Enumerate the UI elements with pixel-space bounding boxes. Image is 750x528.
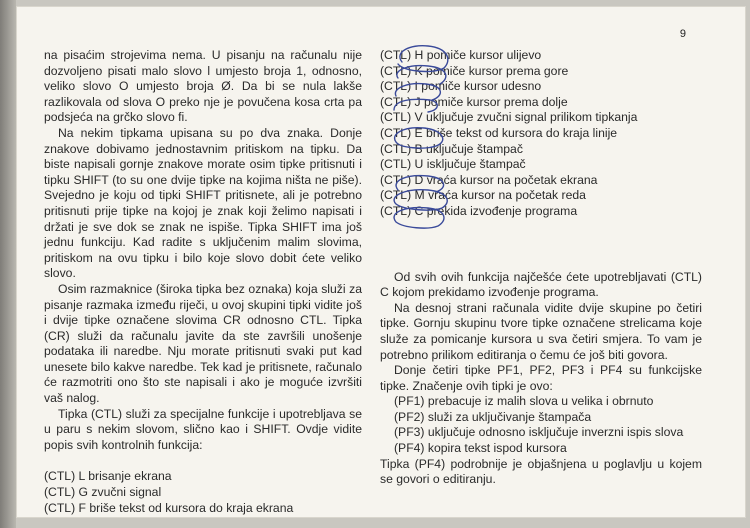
ctl-list-item: (CTL) V uključuje zvučni signal prilikom tipkanja: [380, 110, 638, 125]
right-column: [380, 48, 702, 488]
ctl-list-item: (CTL) B uključuje štampač: [380, 141, 523, 156]
book-gutter-shadow: [0, 0, 16, 528]
pf-list-item: (PF2) služi za uključivanje štampača: [394, 409, 592, 424]
ctl-list-item: (CTL) K pomiče kursor prema gore: [380, 63, 569, 78]
ctl-list-item: (CTL) M vraća kursor na početak reda: [380, 188, 586, 203]
right-paragraph-2: Na desnoj strani računala vidite dvije skupine po četiri tipke. Gornju skupinu tvore tipke označene strelicama koje služe za pomicanje kursora u sva četiri smjera. To vam je potrebno prilikom editiranja o čemu će još biti govora.: [380, 300, 702, 362]
ctl-list-item: (CTL) J pomiče kursor prema dolje: [380, 94, 568, 109]
left-paragraph-2: Na nekim tipkama upisana su po dva znaka. Donje znakove dobivamo jednostavnim pritiskom na tipku. Da biste napisali gornje znakove morate osim tipke pritisnuti i tipku SHIFT (to su one dvije tipke na kojima ništa ne piše). Svejedno je koju od tipki SHIFT pritisnete, ali je potrebno pritisnuti prije tipke na kojoj je znak koji želimo napisati i držati je sve dok se znak ne ispiše. Tipka SHIFT ima još jednu funkciju. Kad radite s uključenim malim slovima, pritiskom na ovu tipku i bilo koje slovo dobit ćete veliko slovo.: [44, 125, 362, 281]
ctl-list-item: (CTL) C prekida izvođenje programa: [380, 203, 578, 218]
pf-list-item: (PF1) prebacuje iz malih slova u velika i obrnuto: [394, 394, 654, 409]
left-column: [44, 48, 362, 516]
ctl-list-item: (CTL) H pomiče kursor ulijevo: [380, 48, 542, 62]
ctl-list-item: (CTL) L brisanje ekrana: [44, 469, 172, 484]
page-number: 9: [679, 28, 686, 40]
right-paragraph-3: Donje četiri tipke PF1, PF2, PF3 i PF4 su funkcijske tipke. Značenje ovih tipki je ovo:: [380, 363, 702, 393]
left-paragraph-4: Tipka (CTL) služi za specijalne funkcije i upotrebljava se u paru s nekim slovom, slično kao i SHIFT. Ovdje vidite popis svih kontrolnih funkcija:: [44, 406, 362, 452]
ctl-list-item: (CTL) I pomiče kursor udesno: [380, 79, 542, 94]
left-paragraph-1: na pisaćim strojevima nema. U pisanju na računalu nije dozvoljeno pisati malo slovo l umjesto broja 1, odnosno, veliko slovo O umjesto broja Ø. Da bi se nula lakše razlikovala od slova O preko nje je povučena kosa crta pa podsjeća na grčko slovo fi.: [44, 48, 362, 125]
left-paragraph-3: Osim razmaknice (široka tipka bez oznaka) koja služi za pisanje razmaka između riječi, u ovoj skupini tipki vidite još i dvije tipke označene slovima CR odnosno CTL. Tipka (CR) služi da računalu javite da ste završili unošenje podataka ili naredbe. Nju morate pritisnuti svaki put kad unesete bilo kakve naredbe. Tek kad je pritisnete, računalo će razmotriti ono što ste napisali i ako je moguće izvršiti vaš nalog.: [44, 281, 362, 406]
right-paragraph-1: Od svih ovih funkcija najčešće ćete upotrebljavati (CTL) C kojom prekidamo izvođenje programa.: [380, 269, 702, 300]
ctl-list-item: (CTL) E briše tekst od kursora do kraja linije: [380, 125, 618, 140]
ctl-list-item: (CTL) U isključuje štampač: [380, 157, 526, 172]
right-paragraph-4: Tipka (PF4) podrobnije je objašnjena u poglavlju u kojem se govori o editiranju.: [380, 456, 702, 487]
pf-list-item: (PF4) kopira tekst ispod kursora: [394, 441, 567, 456]
ctl-list-item: (CTL) D vraća kursor na početak ekrana: [380, 172, 598, 187]
ctl-list-item: (CTL) F briše tekst od kursora do kraja ekrana: [44, 500, 294, 515]
pf-list-item: (PF3) uključuje odnosno isključuje inverzni ispis slova: [394, 425, 684, 440]
ctl-list-item: (CTL) G zvučni signal: [44, 485, 162, 500]
